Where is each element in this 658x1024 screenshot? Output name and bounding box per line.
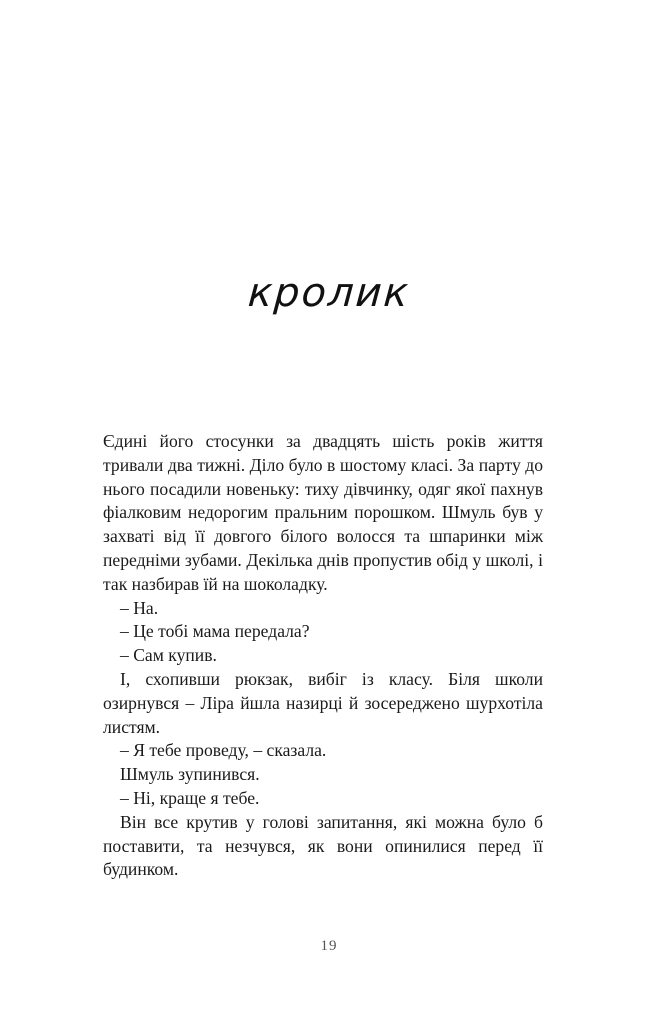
page-number: 19 <box>320 938 338 954</box>
dialogue-line: – На. <box>120 597 159 618</box>
dialogue-line: – Сам купив. <box>120 645 217 666</box>
chapter-body <box>103 430 543 882</box>
paragraph: Шмуль зупинився. <box>120 764 260 785</box>
chapter-title: кролик <box>246 270 412 316</box>
paragraph: І, схопивши рюкзак, вибіг із класу. Біля школи озирнувся – Ліра йшла назирці й зосереджено шурхотіла листям. <box>103 668 543 737</box>
dialogue-line: – Я тебе проведу, – сказала. <box>120 740 327 761</box>
dialogue-line: – Це тобі мама передала? <box>120 621 310 642</box>
paragraph: Єдині його стосунки за двадцять шість років життя тривали два тижні. Діло було в шостому класі. За парту до нього посадили новеньку: тиху дівчинку, одяг якої пахнув фіалковим недорогим пральним порошком. Шмуль був у захваті від її довгого білого волосся та шпаринки між передніми зубами. Декілька днів пропустив обід у школі, і так назбирав їй на шоколадку. <box>103 431 543 594</box>
paragraph: Він все крутив у голові запитання, які можна було б поставити, та незчувся, як вони опинилися перед її будинком. <box>103 811 543 880</box>
dialogue-line: – Ні, краще я тебе. <box>120 787 260 808</box>
